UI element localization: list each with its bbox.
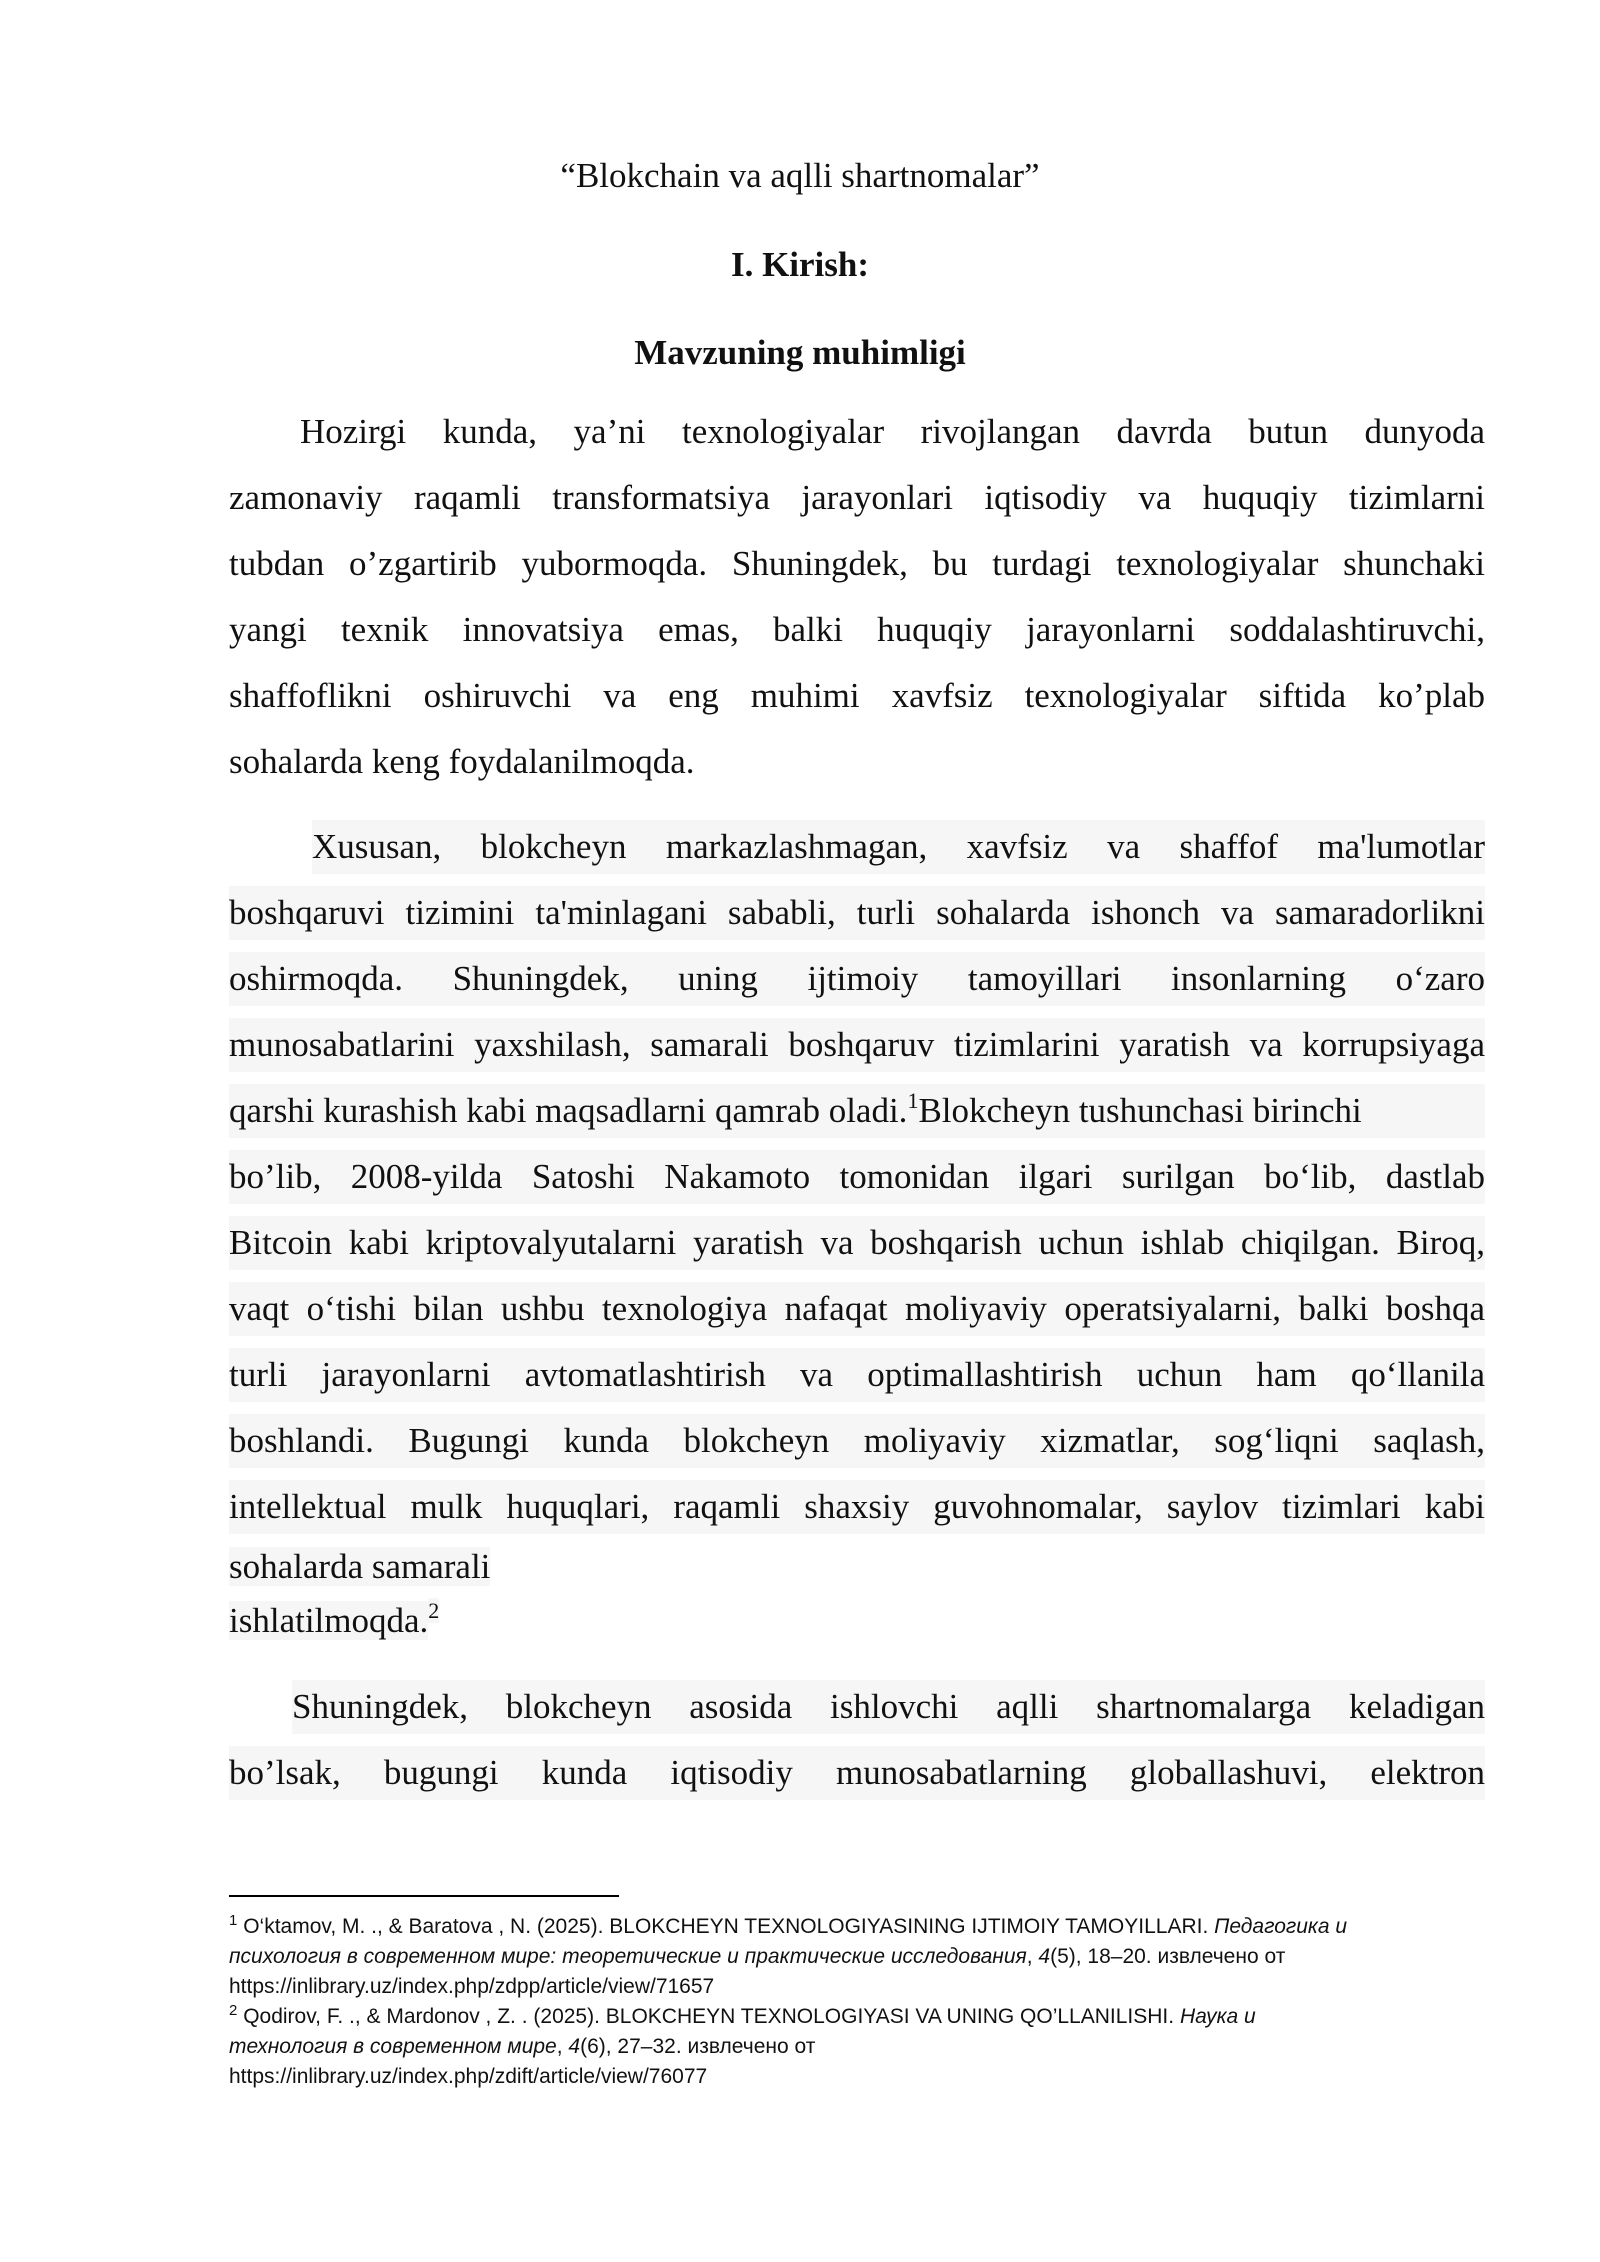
footnote-volume: 4 <box>1038 1945 1051 1968</box>
footnote-1-line <box>229 1942 1509 1972</box>
paragraph2-line: Xususan, blokcheyn markazlashmagan, xavfsiz va shaffof ma'lumotlar <box>312 820 1485 874</box>
footnote-2-url[interactable]: https://inlibrary.uz/index.php/zdift/article/view/76077 <box>229 2065 708 2088</box>
footnote-separator <box>229 1895 619 1897</box>
paragraph2-line: Bitcoin kabi kriptovalyutalarni yaratish va boshqarish uchun ishlab chiqilgan. Biroq, <box>229 1216 1485 1270</box>
paragraph2-line-with-footnote <box>229 1594 439 1648</box>
paragraph1-line: Hozirgi kunda, ya’ni texnologiyalar rivojlangan davrda butun dunyoda <box>300 412 1485 451</box>
paragraph2-line: boshqaruvi tizimini ta'minlagani sababli, turli sohalarda ishonch va samaradorlikni <box>229 886 1485 940</box>
paragraph2-line <box>229 1540 490 1594</box>
footnote-1-url[interactable]: https://inlibrary.uz/index.php/zdpp/article/view/71657 <box>229 1975 715 1998</box>
paragraph1-line: sohalarda keng foydalanilmoqda. <box>229 742 695 781</box>
footnote-journal: технология в современном мире <box>229 2035 557 2058</box>
footnote-text: , <box>1026 1945 1039 1968</box>
paragraph1-line: yangi texnik innovatsiya emas, balki huquqiy jarayonlarni soddalashtiruvchi, <box>229 610 1485 649</box>
paragraph1-line: tubdan o’zgartirib yubormoqda. Shuningdek, bu turdagi texnologiyalar shunchaki <box>229 544 1485 583</box>
footnote-text: (6), 27–32. извлечено от <box>580 2035 816 2058</box>
paragraph2-line: turli jarayonlarni avtomatlashtirish va optimallashtirish uchun ham qo‘llanila <box>229 1348 1485 1402</box>
paragraph1-line: shaffoflikni oshiruvchi va eng muhimi xavfsiz texnologiyalar siftida ko’plab <box>229 676 1485 715</box>
footnote-ref-2: 2 <box>428 1598 440 1623</box>
footnote-volume: 4 <box>568 2035 581 2058</box>
paragraph2-line-with-footnote <box>229 1084 1485 1138</box>
footnote-mark-1: 1 <box>229 1912 238 1929</box>
footnote-text: Qodirov, F. ., & Mardonov , Z. . (2025). BLOKCHEYN TEXNOLOGIYASI VA UNING QO’LLANILISHI. <box>243 2005 1180 2028</box>
footnote-2-line <box>229 2032 1509 2062</box>
footnote-text: O‘ktamov, M. ., & Baratova , N. (2025). BLOKCHEYN TEXNOLOGIYASINING IJTIMOIY TAMOYILLARI. <box>243 1915 1215 1938</box>
paragraph2-text: sohalarda samarali <box>229 1547 491 1586</box>
paragraph2-text: qarshi kurashish kabi maqsadlarni qamrab oladi. <box>229 1091 908 1130</box>
paragraph2-line: bo’lib, 2008-yilda Satoshi Nakamoto tomonidan ilgari surilgan bo‘lib, dastlab <box>229 1150 1485 1204</box>
paragraph2-line: intellektual mulk huquqlari, raqamli shaxsiy guvohnomalar, saylov tizimlari kabi <box>229 1480 1485 1534</box>
footnote-text: (5), 18–20. извлечено от <box>1050 1945 1286 1968</box>
footnote-ref-1: 1 <box>907 1088 919 1113</box>
paragraph2-text: Blokcheyn tushunchasi birinchi <box>918 1091 1362 1130</box>
subheading: Mavzuning muhimligi <box>634 333 966 372</box>
paragraph1-line: zamonaviy raqamli transformatsiya jarayonlari iqtisodiy va huquqiy tizimlarni <box>229 478 1485 517</box>
paragraph2-text: ishlatilmoqda. <box>229 1601 429 1640</box>
footnote-journal: Наука и <box>1179 2005 1256 2028</box>
document-title: “Blokchain va aqlli shartnomalar” <box>560 156 1040 195</box>
footnote-1-line <box>229 1912 1509 1942</box>
section-heading: I. Kirish: <box>730 245 870 284</box>
paragraph2-line: vaqt o‘tishi bilan ushbu texnologiya nafaqat moliyaviy operatsiyalarni, balki boshqa <box>229 1282 1485 1336</box>
footnote-mark-2: 2 <box>229 2002 238 2019</box>
footnote-text: , <box>556 2035 569 2058</box>
paragraph3-line: Shuningdek, blokcheyn asosida ishlovchi aqlli shartnomalarga keladigan <box>292 1680 1485 1734</box>
paragraph2-line: oshirmoqda. Shuningdek, uning ijtimoiy tamoyillari insonlarning o‘zaro <box>229 952 1485 1006</box>
paragraph3-line: bo’lsak, bugungi kunda iqtisodiy munosabatlarning globallashuvi, elektron <box>229 1746 1485 1800</box>
footnote-2-line <box>229 2002 1509 2032</box>
footnote-journal: Педагогика и <box>1214 1915 1348 1938</box>
paragraph2-line: boshlandi. Bugungi kunda blokcheyn moliyaviy xizmatlar, sog‘liqni saqlash, <box>229 1414 1485 1468</box>
paragraph2-line: munosabatlarini yaxshilash, samarali boshqaruv tizimlarini yaratish va korrupsiyaga <box>229 1018 1485 1072</box>
footnote-journal: психология в современном мире: теоретические и практические исследования <box>229 1945 1027 1968</box>
